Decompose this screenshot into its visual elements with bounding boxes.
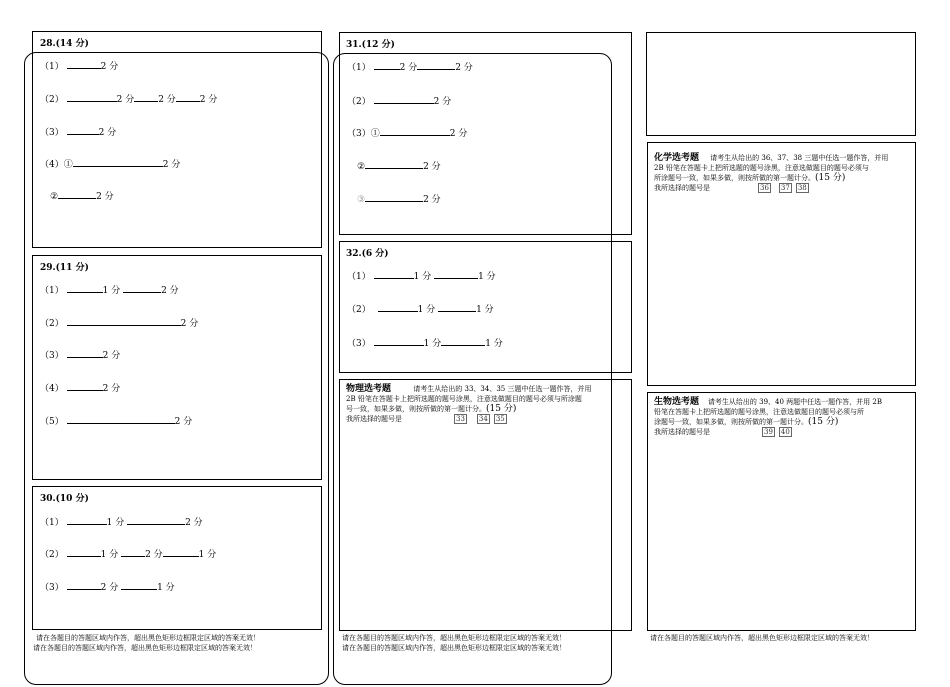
answer-blank[interactable] bbox=[67, 516, 107, 525]
q30-l2-num: （2） bbox=[40, 550, 64, 560]
q31-line-1 bbox=[347, 60, 473, 73]
q30-l1-num: （1） bbox=[40, 518, 64, 528]
option-37-box[interactable]: 37 bbox=[780, 184, 790, 192]
q29-line-3 bbox=[40, 348, 120, 361]
q32-line-2 bbox=[347, 302, 494, 315]
answer-blank[interactable] bbox=[67, 93, 117, 102]
q28-line-2 bbox=[40, 92, 217, 105]
physics-text-1: 请考生从给出的 33、34、35 三题中任选一题作答，并用 bbox=[413, 385, 592, 393]
bio-line-3 bbox=[654, 417, 914, 427]
score: 2 分 bbox=[162, 160, 181, 170]
physics-text-2: 2B 铅笔在答题卡上把所选题的题号涂黑，注意选做题目的题号必须与所涂题 bbox=[346, 395, 582, 403]
score: 1 分 bbox=[476, 305, 494, 315]
score: 1 分 bbox=[102, 286, 121, 296]
bio-text-3: 涂题号一致，如果多做，则按所做的第一题计分。 bbox=[654, 418, 808, 426]
score: 1 分 bbox=[106, 518, 125, 528]
score: 2 分 bbox=[102, 384, 121, 394]
score: 2 分 bbox=[455, 63, 473, 73]
physics-choose-label: 我所选择的题号是 bbox=[346, 415, 402, 423]
physics-instructions bbox=[346, 384, 630, 424]
answer-blank[interactable] bbox=[374, 337, 424, 346]
bio-choose-label: 我所选择的题号是 bbox=[654, 428, 710, 436]
q29-l4-num: （4） bbox=[40, 384, 64, 394]
score: 2 分 bbox=[180, 319, 199, 329]
score: 2 分 bbox=[100, 62, 119, 72]
q31-line-3 bbox=[347, 126, 467, 139]
answer-blank[interactable] bbox=[365, 160, 423, 169]
q30-line-2 bbox=[40, 547, 216, 560]
score: 1 分 bbox=[478, 272, 496, 282]
q30-l3-num: （3） bbox=[40, 583, 64, 593]
option-34-box[interactable]: 34 bbox=[478, 415, 488, 423]
left-footer-2: 请在各题目的答题区域内作答，超出黑色矩形边框限定区域的答案无效！ bbox=[33, 644, 257, 652]
q32-line-3 bbox=[347, 336, 503, 349]
physics-text-3: 号一致，如果多做，则按所做的第一题计分。 bbox=[346, 405, 486, 413]
score: 2 分 bbox=[399, 63, 418, 73]
option-38-box[interactable]: 38 bbox=[797, 184, 807, 192]
option-39-box[interactable]: 39 bbox=[764, 428, 773, 436]
bio-text-2: 铅笔在答题卡上把所选题的题号涂黑，注意选做题目的题号必须与所 bbox=[654, 408, 864, 416]
answer-blank[interactable] bbox=[121, 548, 145, 557]
answer-blank[interactable] bbox=[73, 158, 163, 167]
answer-blank[interactable] bbox=[121, 581, 157, 590]
answer-blank[interactable] bbox=[67, 60, 101, 69]
option-35-box[interactable]: 35 bbox=[495, 415, 505, 423]
answer-blank[interactable] bbox=[441, 337, 485, 346]
q28-line-1 bbox=[40, 59, 118, 72]
q29-l3-num: （3） bbox=[40, 351, 64, 361]
score: 1 分 bbox=[485, 339, 503, 349]
answer-blank[interactable] bbox=[378, 303, 418, 312]
q31-l1-num: （1） bbox=[347, 63, 371, 73]
q28-l4-num: （4）① bbox=[40, 160, 73, 170]
q28-line-3 bbox=[40, 125, 116, 138]
bio-line-1 bbox=[654, 397, 914, 407]
q28-l2-num: （2） bbox=[40, 95, 64, 105]
answer-blank[interactable] bbox=[127, 516, 185, 525]
q29-line-1 bbox=[40, 283, 179, 296]
q32-l1-num: （1） bbox=[347, 272, 371, 282]
answer-blank[interactable] bbox=[67, 581, 101, 590]
q28-line-4 bbox=[40, 157, 180, 170]
answer-blank[interactable] bbox=[380, 127, 450, 136]
q29-line-2 bbox=[40, 316, 198, 329]
score: 2 分 bbox=[116, 95, 135, 105]
score: 1 分 bbox=[423, 339, 442, 349]
score: 2 分 bbox=[185, 518, 203, 528]
answer-blank[interactable] bbox=[134, 93, 158, 102]
right-footer: 请在各题目的答题区域内作答，超出黑色矩形边框限定区域的答案无效！ bbox=[650, 634, 874, 642]
score: 1 分 bbox=[100, 550, 119, 560]
score: 2 分 bbox=[449, 129, 468, 139]
q29-line-5 bbox=[40, 414, 192, 427]
q30-line-1 bbox=[40, 515, 203, 528]
score: 1 分 bbox=[198, 550, 217, 560]
option-36-box[interactable]: 36 bbox=[760, 184, 769, 192]
chem-text-1: 请考生从给出的 36、37、38 三题中任选一题作答，并用 bbox=[710, 154, 889, 162]
middle-footer-2: 请在各题目的答题区域内作答，超出黑色矩形边框限定区域的答案无效！ bbox=[342, 644, 566, 652]
answer-blank[interactable] bbox=[67, 382, 103, 391]
score: 2 分 bbox=[102, 351, 121, 361]
q31-l5-num: ③ bbox=[357, 195, 366, 205]
q29-l1-num: （1） bbox=[40, 286, 64, 296]
chemistry-title: 化学选考题 bbox=[654, 153, 700, 163]
answer-blank[interactable] bbox=[374, 61, 400, 70]
q28-title: 28.(14 分) bbox=[40, 39, 89, 49]
answer-blank[interactable] bbox=[374, 95, 434, 104]
biology-points: (15 分) bbox=[808, 417, 839, 427]
right-top-blank-box bbox=[646, 32, 916, 136]
q31-line-2 bbox=[347, 94, 451, 107]
score: 2 分 bbox=[145, 550, 163, 560]
score: 1 分 bbox=[413, 272, 432, 282]
score: 1 分 bbox=[157, 583, 175, 593]
q32-title: 32.(6 分) bbox=[346, 249, 389, 259]
q32-l2-num: （2） bbox=[347, 305, 371, 315]
bio-text-1: 请考生从给出的 39、40 两题中任选一题作答，并用 2B bbox=[707, 398, 883, 406]
q31-l3-num: （3）① bbox=[347, 129, 380, 139]
biology-title: 生物选考题 bbox=[654, 397, 700, 407]
answer-blank[interactable] bbox=[365, 193, 423, 202]
score: 1 分 bbox=[417, 305, 436, 315]
q28-l3-num: （3） bbox=[40, 128, 64, 138]
q28-line-5 bbox=[50, 189, 114, 202]
physics-title: 物理选考题 bbox=[346, 384, 392, 394]
answer-blank[interactable] bbox=[176, 93, 200, 102]
answer-blank[interactable] bbox=[163, 548, 199, 557]
score: 2 分 bbox=[423, 162, 441, 172]
answer-blank[interactable] bbox=[67, 548, 101, 557]
answer-blank[interactable] bbox=[67, 284, 103, 293]
score: 2 分 bbox=[98, 128, 117, 138]
option-40-box[interactable]: 40 bbox=[780, 428, 790, 436]
chem-text-3: 所涂题号一致，如果多做，则按所做的第一题计分。 bbox=[654, 174, 815, 182]
left-footer-1: 请在各题目的答题区域内作答，超出黑色矩形边框限定区域的答案无效！ bbox=[36, 634, 260, 642]
score: 2 分 bbox=[174, 417, 193, 427]
answer-blank[interactable] bbox=[58, 190, 96, 199]
physics-points: (15 分) bbox=[486, 404, 517, 414]
answer-blank[interactable] bbox=[123, 284, 161, 293]
score: 2 分 bbox=[158, 95, 176, 105]
answer-blank[interactable] bbox=[374, 270, 414, 279]
score: 2 分 bbox=[433, 97, 452, 107]
q32-line-1 bbox=[347, 269, 496, 282]
score: 2 分 bbox=[100, 583, 119, 593]
answer-blank[interactable] bbox=[438, 303, 476, 312]
score: 2 分 bbox=[199, 95, 218, 105]
physics-choice-row bbox=[346, 414, 630, 424]
q32-l3-num: （3） bbox=[347, 339, 371, 349]
middle-footer-1: 请在各题目的答题区域内作答，超出黑色矩形边框限定区域的答案无效！ bbox=[342, 634, 566, 642]
q31-l4-num: ② bbox=[357, 162, 366, 172]
chem-text-2: 2B 铅笔在答题卡上把所选题的题号涂黑，注意选做题目的题号必须与 bbox=[654, 164, 869, 172]
q31-title: 31.(12 分) bbox=[346, 40, 395, 50]
physics-line-1 bbox=[346, 384, 630, 394]
option-33-box[interactable]: 33 bbox=[456, 415, 465, 423]
chem-choose-label: 我所选择的题号是 bbox=[654, 184, 710, 192]
answer-blank[interactable] bbox=[67, 415, 175, 424]
answer-blank[interactable] bbox=[67, 126, 99, 135]
q31-line-5 bbox=[357, 192, 441, 205]
biology-instructions bbox=[654, 397, 914, 437]
score: 2 分 bbox=[96, 192, 114, 202]
q29-line-4 bbox=[40, 381, 120, 394]
q31-line-4 bbox=[357, 159, 441, 172]
q29-title: 29.(11 分) bbox=[40, 263, 89, 273]
score: 2 分 bbox=[161, 286, 179, 296]
chem-line-1 bbox=[654, 153, 914, 163]
chem-line-3 bbox=[654, 173, 914, 183]
answer-blank[interactable] bbox=[434, 270, 478, 279]
q28-l1-num: （1） bbox=[40, 62, 64, 72]
score: 2 分 bbox=[423, 195, 441, 205]
q29-l5-num: （5） bbox=[40, 417, 64, 427]
q29-l2-num: （2） bbox=[40, 319, 64, 329]
q31-l2-num: （2） bbox=[347, 97, 371, 107]
q30-title: 30.(10 分) bbox=[40, 494, 89, 504]
q28-l5-num: ② bbox=[50, 192, 59, 202]
physics-line-3 bbox=[346, 404, 630, 414]
answer-blank[interactable] bbox=[67, 317, 181, 326]
answer-blank[interactable] bbox=[417, 61, 455, 70]
answer-blank[interactable] bbox=[67, 349, 103, 358]
chemistry-instructions bbox=[654, 153, 914, 193]
q30-line-3 bbox=[40, 580, 175, 593]
chemistry-points: (15 分) bbox=[815, 173, 846, 183]
chem-choice-row bbox=[654, 183, 914, 193]
bio-choice-row bbox=[654, 427, 914, 437]
